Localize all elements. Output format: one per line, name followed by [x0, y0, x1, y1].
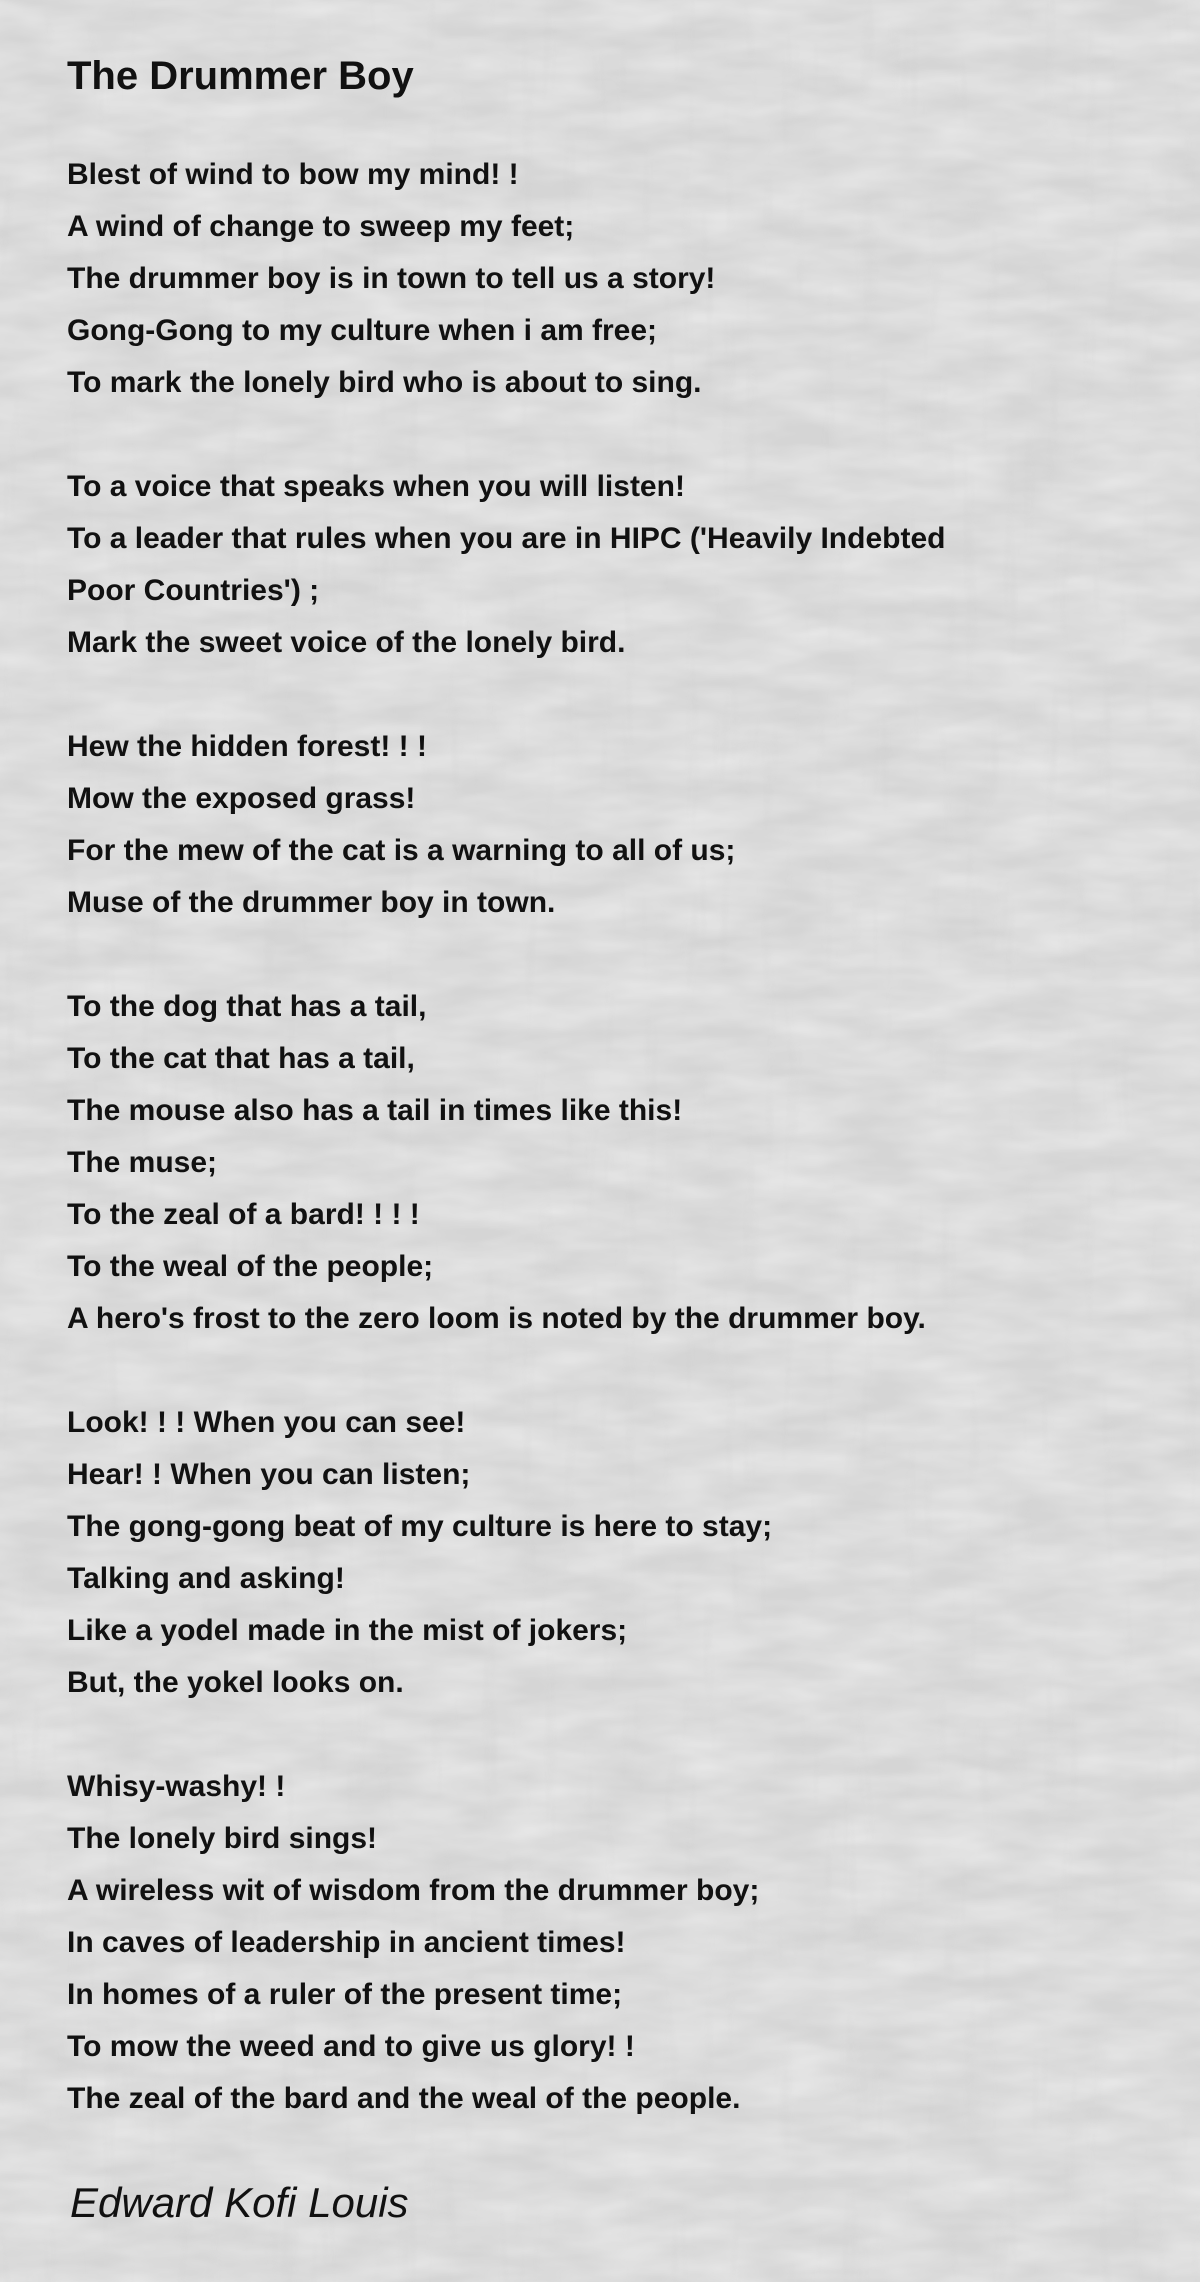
poem-line: To mark the lonely bird who is about to sing. — [67, 366, 702, 399]
poem-title: The Drummer Boy — [67, 54, 414, 98]
poem-line: The zeal of the bard and the weal of the people. — [67, 2082, 741, 2115]
poem-line: Whisy-washy! ! — [67, 1770, 286, 1803]
poem-line: The lonely bird sings! — [67, 1822, 378, 1855]
poem-stanza — [67, 1397, 1167, 1709]
poem-line: Hew the hidden forest! ! ! — [67, 730, 427, 763]
poem-stanza — [67, 461, 1167, 669]
poem-line: Blest of wind to bow my mind! ! — [67, 158, 519, 191]
poem-line: Hear! ! When you can listen; — [67, 1458, 471, 1491]
poem-line: The gong-gong beat of my culture is here to stay; — [67, 1510, 773, 1543]
poem-line: To the zeal of a bard! ! ! ! — [67, 1198, 420, 1231]
poem-line: To the cat that has a tail, — [67, 1042, 415, 1075]
poem-line: Mark the sweet voice of the lonely bird. — [67, 626, 626, 659]
poem-line: To a leader that rules when you are in HIPC ('Heavily Indebted — [67, 522, 946, 555]
poem-line: For the mew of the cat is a warning to all of us; — [67, 834, 736, 867]
poem-line: Like a yodel made in the mist of jokers; — [67, 1614, 628, 1647]
poem-line: To the dog that has a tail, — [67, 990, 427, 1023]
poem-line: Muse of the drummer boy in town. — [67, 886, 556, 919]
poem-line: A wireless wit of wisdom from the drummer boy; — [67, 1874, 760, 1907]
poem-line: Mow the exposed grass! — [67, 782, 416, 815]
poem-stanza — [67, 149, 1167, 409]
poem-line: Gong-Gong to my culture when i am free; — [67, 314, 658, 347]
poem-line: Look! ! ! When you can see! — [67, 1406, 466, 1439]
poem-line: Poor Countries') ; — [67, 574, 320, 607]
poem-line: The drummer boy is in town to tell us a story! — [67, 262, 716, 295]
poem-line: In caves of leadership in ancient times! — [67, 1926, 626, 1959]
poem-line: The mouse also has a tail in times like this! — [67, 1094, 683, 1127]
poem-line: But, the yokel looks on. — [67, 1666, 404, 1699]
poem-line: A hero's frost to the zero loom is noted by the drummer boy. — [67, 1302, 926, 1335]
poem-body — [67, 149, 1167, 2177]
poem-line: To the weal of the people; — [67, 1250, 434, 1283]
poem-line: To a voice that speaks when you will listen! — [67, 470, 685, 503]
poem-stanza — [67, 721, 1167, 929]
poem-line: The muse; — [67, 1146, 218, 1179]
poem-stanza — [67, 1761, 1167, 2125]
poem-line: Talking and asking! — [67, 1562, 345, 1595]
poem-author: Edward Kofi Louis — [70, 2179, 409, 2226]
poem-line: To mow the weed and to give us glory! ! — [67, 2030, 635, 2063]
poem-stanza — [67, 981, 1167, 1345]
poem-line: A wind of change to sweep my feet; — [67, 210, 575, 243]
poem-line: In homes of a ruler of the present time; — [67, 1978, 623, 2011]
